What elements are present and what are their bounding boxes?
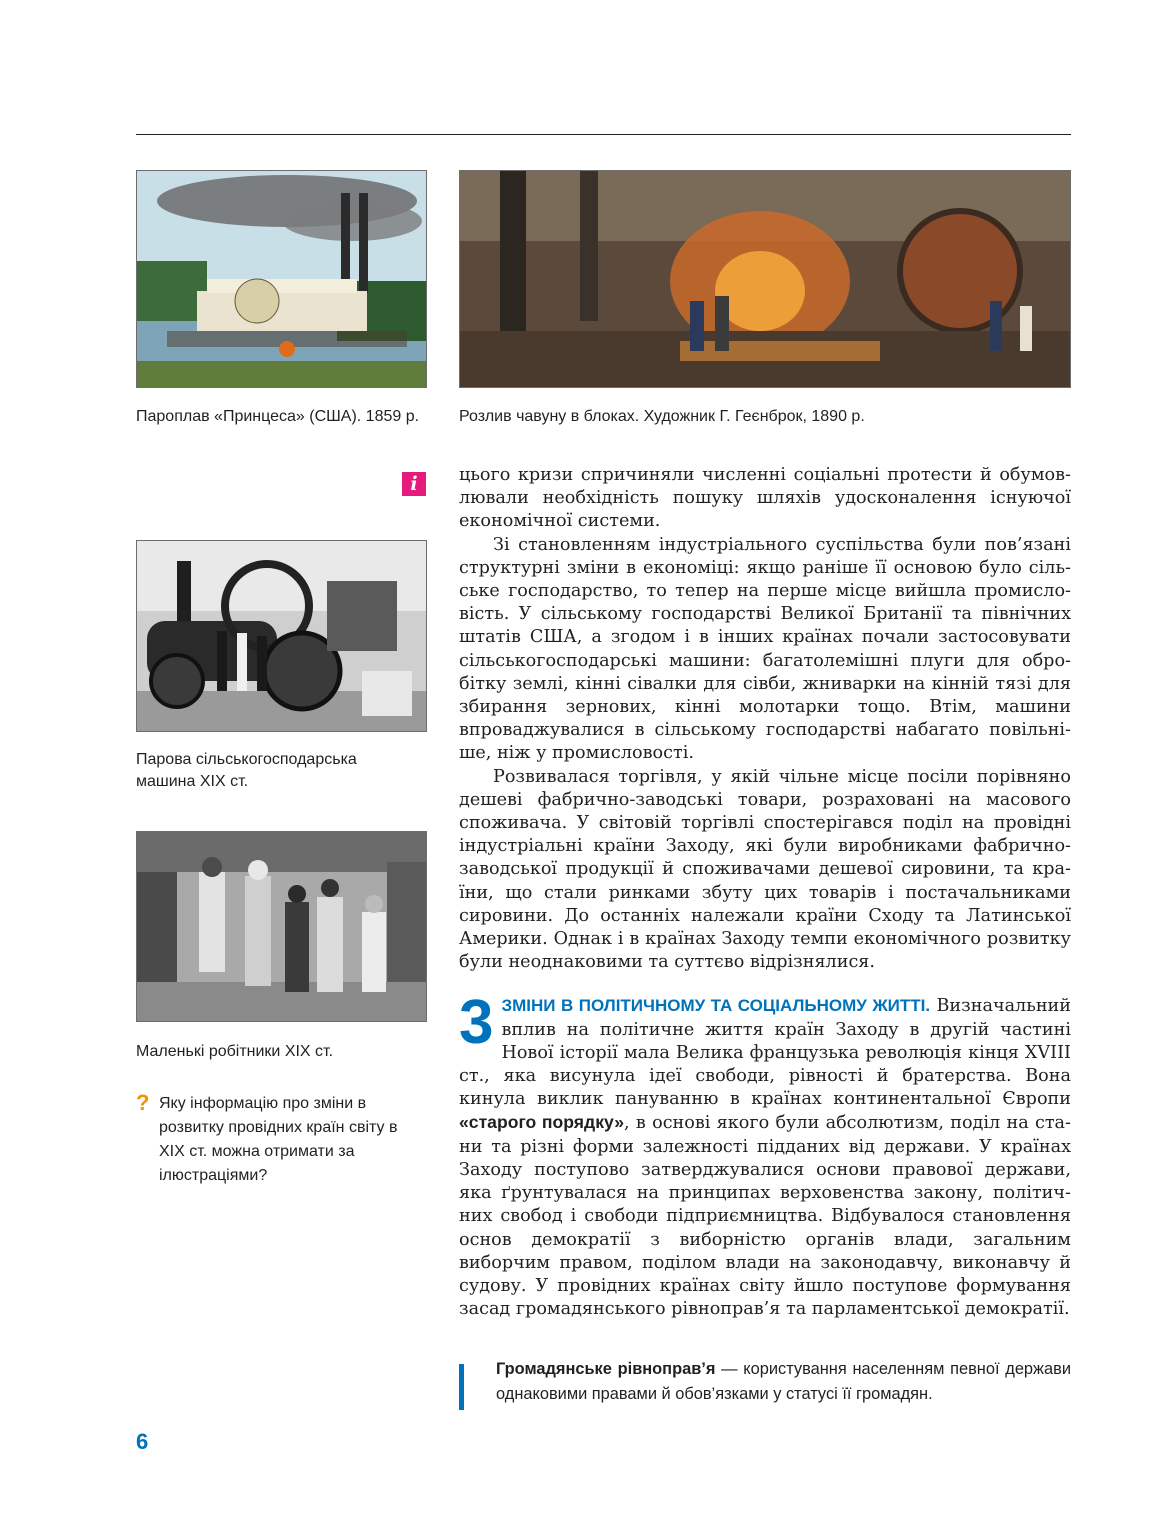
iron-casting-image xyxy=(459,170,1071,388)
child-workers-caption: Маленькі робітники XIX ст. xyxy=(136,1043,334,1060)
iron-casting-caption: Розлив чавуну в блоках. Художник Г. Геєнброк, 1890 р. xyxy=(459,408,865,425)
steamboat-caption: Пароплав «Принцеса» (США). 1859 р. xyxy=(136,408,420,425)
definition-box xyxy=(459,1357,1071,1413)
paragraph-structural-changes: Зі становленням індустріального суспільства були пов’язані структурні зміни в економіці: якщо раніше її основою було сільське господарство, то тепер на перше місце вийшла промисловість. У сільському господарстві Великої Британії та північних штатів США, а згодом і в інших країнах почали застосовувати сільськогосподарські машини: багатолемішні плуги для обробітку землі, кінні сівалки для сівби, жниварки на кінній тязі для збирання зернових, кінні молотарки тощо. Втім, машини впроваджувалися в сільському господарстві набагато повільніше, ніж у промисловості. xyxy=(459,534,1071,764)
old-order-term: «старого порядку» xyxy=(459,1112,625,1133)
definition-body: — користування населенням певної держави однаковими правами й обов’язками у статусі її громадян. xyxy=(496,1360,1071,1403)
section-3 xyxy=(459,988,1071,1321)
definition-text xyxy=(496,1357,1071,1407)
section-number: 3 xyxy=(459,988,494,1058)
steam-machine-caption: Парова сільськогосподарська машина XIX ст. xyxy=(136,751,357,790)
page-number: 6 xyxy=(136,1429,149,1454)
definition-bar xyxy=(459,1364,464,1410)
sidebar-question: Яку інформацію про зміни в розвитку провідних країн світу в XIX ст. можна отримати за ілюстраціями? xyxy=(159,1095,398,1184)
steamboat-image xyxy=(136,170,427,388)
info-icon: i xyxy=(402,472,426,496)
child-workers-image xyxy=(136,831,427,1022)
paragraph-trade: Розвивалася торгівля, у якій чільне місце посіли порівняно дешеві фабрично-заводські товари, розраховані на масового споживача. У світовій торгівлі спостерігався поділ на провідні індустріальні країни Заходу, які були виробниками фабричнозаводської продукції й споживачами дешевої сировини, та країни, що стали ринками збуту цих товарів і постачальниками сировини. До останніх належали країни Сходу та Латинської Америки. Однак і в країнах Заходу темпи економічного розвитку були неоднаковими та суттєво відрізнялися. xyxy=(459,766,1071,973)
main-text xyxy=(459,464,1071,1321)
top-rule xyxy=(136,134,1071,135)
question-icon: ? xyxy=(136,1090,150,1115)
section-text-a: Визначальний вплив на політичне життя країн Заходу в другій частині Нової історії мала Велика французька революція кінця XVIII ст., яка висунула ідеї свободи, рівності й братерства. Вона кинула виклик пануванню в країнах континентальної Європи xyxy=(459,996,1071,1110)
section-text-b: , в основі якого були абсолютизм, поділ на стани та різні форми залежності підданих від держави. У країнах Заходу поступово затверджувалися основи правової держави, яка ґрунтувалася на принципах верховенства закону, політичних свобод і свободи підприємництва. Відбувалося становлення основ демократії з виборністю органів влади, загальним виборчим правом, поділом влади на законодавчу, виконавчу й судову. У провідних країнах світу йшло поступове формування засад громадянського рівноправ’я та парламентської демократії. xyxy=(459,1113,1071,1320)
paragraph-crisis: цього кризи спричиняли численні соціальні протести й обумовлювали необхідність пошуку шляхів удосконалення існуючої економічної системи. xyxy=(459,465,1071,532)
definition-term: Громадянське рівноправ’я xyxy=(496,1360,716,1378)
section-heading: ЗМІНИ В ПОЛІТИЧНОМУ ТА СОЦІАЛЬНОМУ ЖИТТІ. xyxy=(501,996,931,1016)
steam-machine-image xyxy=(136,540,427,732)
